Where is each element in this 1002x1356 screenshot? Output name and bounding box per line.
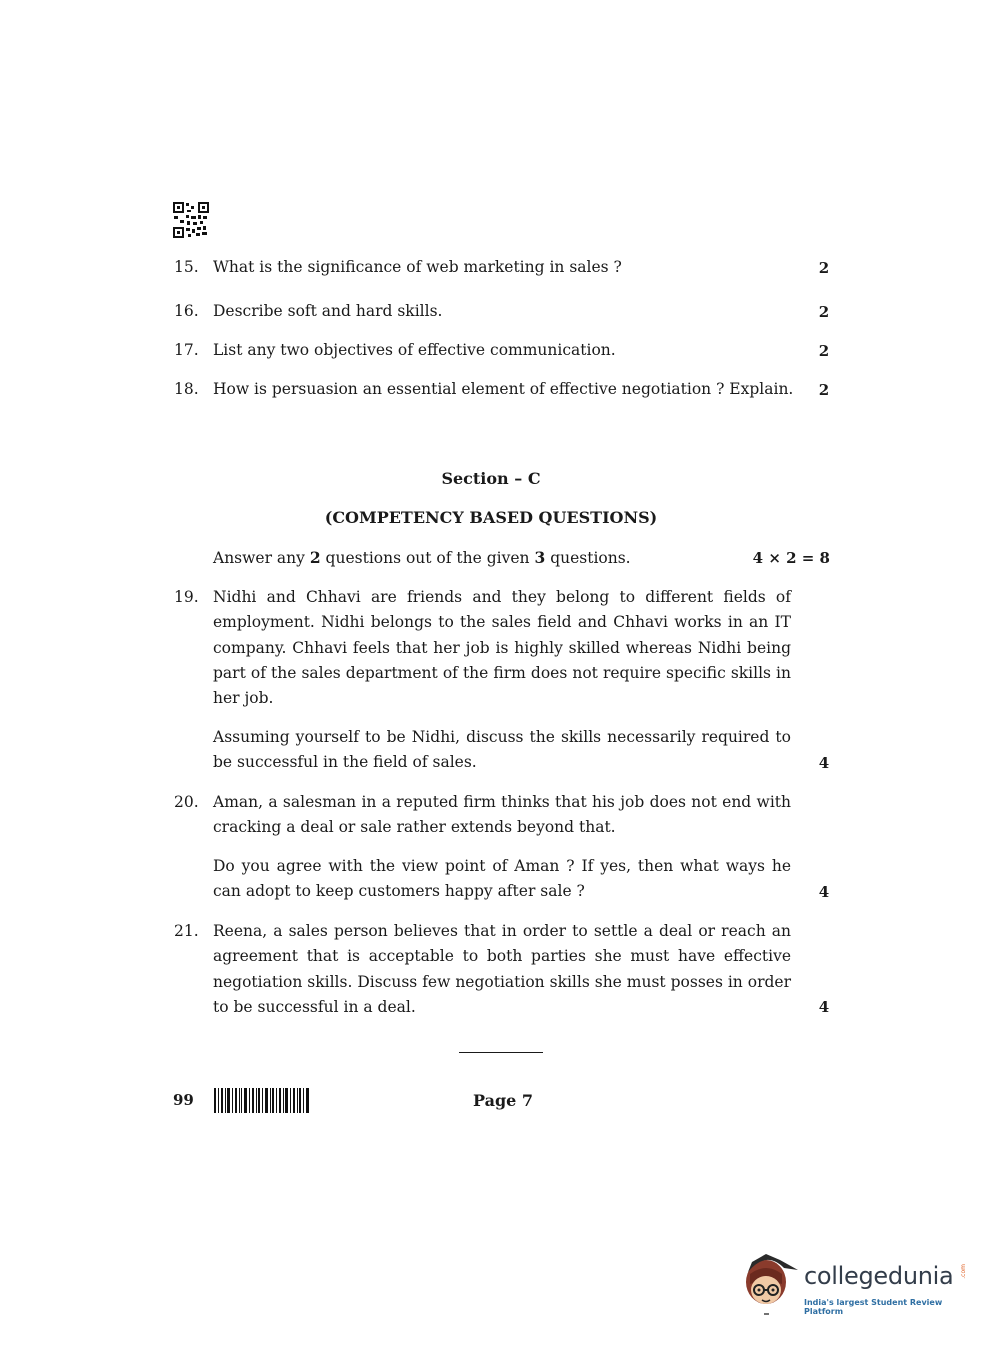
logo-tagline: India's largest Student Review Platform bbox=[804, 1298, 943, 1316]
instruction-part: Answer any bbox=[213, 549, 310, 567]
mascot-icon bbox=[742, 1248, 802, 1318]
paper-code: 99 bbox=[173, 1091, 194, 1109]
question-marks: 2 bbox=[818, 342, 830, 360]
question-number: 21. bbox=[174, 922, 199, 940]
question-text: Aman, a salesman in a reputed firm thinks that his job does not end with cracking a deal or sale rather extends beyond that. bbox=[213, 793, 791, 837]
logo-suffix: .com bbox=[960, 1264, 967, 1279]
question-text: Describe soft and hard skills. bbox=[213, 302, 443, 320]
question-marks: 2 bbox=[818, 303, 830, 321]
question-marks: 4 bbox=[818, 998, 830, 1016]
question-text: How is persuasion an essential element of effective negotiation ? Explain. bbox=[213, 380, 794, 398]
question-number: 20. bbox=[174, 793, 199, 811]
question-number: 16. bbox=[174, 302, 199, 320]
question-marks: 4 bbox=[818, 883, 830, 901]
question-text: List any two objectives of effective communication. bbox=[213, 341, 616, 359]
instruction-part: questions out of the given bbox=[320, 549, 535, 567]
qr-code-icon bbox=[173, 202, 209, 238]
question-number: 19. bbox=[174, 588, 199, 606]
page-number: Page 7 bbox=[473, 1091, 534, 1110]
question-text: What is the significance of web marketing in sales ? bbox=[213, 258, 622, 276]
instruction-number: 2 bbox=[309, 548, 321, 567]
question-number: 15. bbox=[174, 258, 199, 276]
question-text: Nidhi and Chhavi are friends and they belong to different fields of employment. Nidhi belongs to the sales field and Chhavi works in an IT company. Chhavi feels that her job is highly skilled whereas Nidhi being part of the sales department of the firm does not require specific skills in her job. bbox=[213, 588, 791, 708]
barcode-icon bbox=[214, 1088, 309, 1113]
section-title: Section – C bbox=[441, 469, 541, 488]
question-marks: 4 bbox=[818, 754, 830, 772]
section-marks: 4 × 2 = 8 bbox=[752, 549, 830, 567]
section-instruction bbox=[213, 548, 631, 567]
question-number: 18. bbox=[174, 380, 199, 398]
collegedunia-logo bbox=[742, 1248, 972, 1318]
logo-name: collegedunia bbox=[804, 1262, 954, 1290]
question-text: Reena, a sales person believes that in order to settle a deal or reach an agreement that is acceptable to both parties she must have effective negotiation skills. Discuss few negotiation skills she must posses in order to be successful in a deal. bbox=[213, 922, 791, 1016]
instruction-part: questions. bbox=[545, 549, 631, 567]
question-marks: 2 bbox=[818, 381, 830, 399]
question-number: 17. bbox=[174, 341, 199, 359]
question-marks: 2 bbox=[818, 259, 830, 277]
question-text: Assuming yourself to be Nidhi, discuss the skills necessarily required to be successful in the field of sales. bbox=[213, 728, 791, 772]
instruction-number: 3 bbox=[534, 548, 546, 567]
end-divider bbox=[459, 1052, 543, 1053]
section-subtitle: (COMPETENCY BASED QUESTIONS) bbox=[324, 508, 658, 527]
question-text: Do you agree with the view point of Aman ? If yes, then what ways he can adopt to keep customers happy after sale ? bbox=[213, 857, 791, 901]
